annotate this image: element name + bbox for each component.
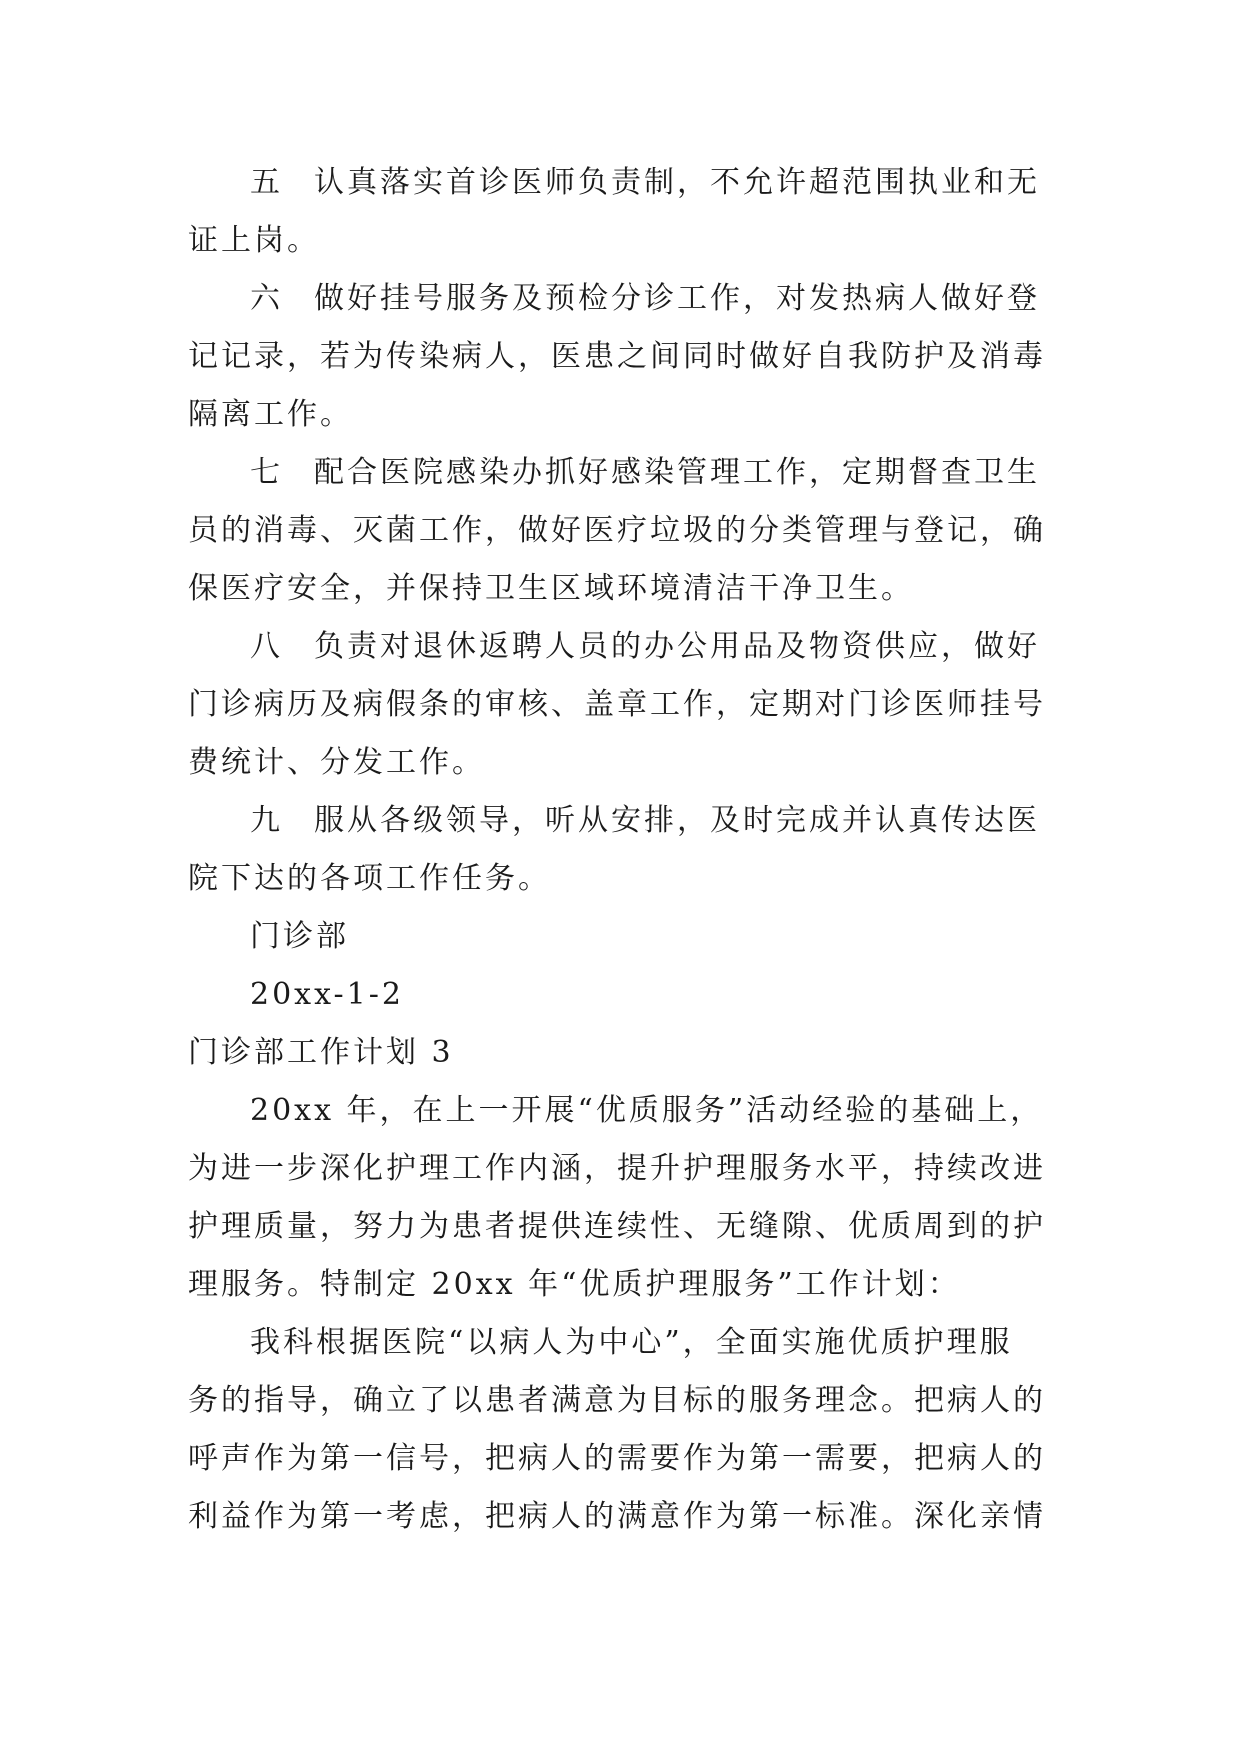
text-line <box>188 676 1058 734</box>
text-line <box>188 1256 1058 1314</box>
line-text: 记记录，若为传染病人，医患之间同时做好自我防护及消毒 <box>188 339 1046 374</box>
line-text: 呼声作为第一信号，把病人的需要作为第一需要，把病人的 <box>188 1441 1046 1476</box>
line-text: 员的消毒、灭菌工作，做好医疗垃圾的分类管理与登记，确 <box>188 513 1046 548</box>
line-text: 配合医院感染办抓好感染管理工作，定期督查卫生 <box>314 455 1040 490</box>
item-number: 六 <box>250 281 283 316</box>
text-line <box>188 1314 1058 1372</box>
text-line <box>188 966 1058 1024</box>
text-line <box>188 1430 1058 1488</box>
text-line <box>188 1024 1058 1082</box>
text-line <box>188 1372 1058 1430</box>
item-number: 九 <box>250 803 283 838</box>
line-text: 做好挂号服务及预检分诊工作，对发热病人做好登 <box>314 281 1040 316</box>
text-line <box>188 1198 1058 1256</box>
text-line <box>188 212 1058 270</box>
line-text: 利益作为第一考虑，把病人的满意作为第一标准。深化亲情 <box>188 1499 1046 1534</box>
text-line <box>188 270 1058 328</box>
text-line <box>188 1082 1058 1140</box>
item-number: 八 <box>250 629 283 664</box>
line-text: 保医疗安全，并保持卫生区域环境清洁干净卫生。 <box>188 571 914 606</box>
text-line <box>188 734 1058 792</box>
line-text: 护理质量，努力为患者提供连续性、无缝隙、优质周到的护 <box>188 1209 1046 1244</box>
line-text: 负责对退休返聘人员的办公用品及物资供应，做好 <box>314 629 1040 664</box>
line-text: 理服务。特制定 20xx 年“优质护理服务”工作计划： <box>188 1267 961 1302</box>
line-text: 务的指导，确立了以患者满意为目标的服务理念。把病人的 <box>188 1383 1046 1418</box>
item-number: 五 <box>250 165 283 200</box>
item-number: 七 <box>250 455 283 490</box>
text-line <box>188 328 1058 386</box>
line-text: 门诊病历及病假条的审核、盖章工作，定期对门诊医师挂号 <box>188 687 1046 722</box>
line-text: 隔离工作。 <box>188 397 353 432</box>
text-line <box>188 154 1058 212</box>
document-body <box>188 154 1058 1546</box>
text-line <box>188 386 1058 444</box>
line-text: 为进一步深化护理工作内涵，提升护理服务水平，持续改进 <box>188 1151 1046 1186</box>
line-text: 费统计、分发工作。 <box>188 745 485 780</box>
line-text: 院下达的各项工作任务。 <box>188 861 551 896</box>
line-text: 证上岗。 <box>188 223 320 258</box>
text-line <box>188 444 1058 502</box>
line-text: 门诊部工作计划 3 <box>188 1035 454 1070</box>
text-line <box>188 1488 1058 1546</box>
line-text: 门诊部 <box>250 919 349 954</box>
text-line <box>188 618 1058 676</box>
line-text: 服从各级领导，听从安排，及时完成并认真传达医 <box>314 803 1040 838</box>
line-text: 20xx-1-2 <box>250 977 404 1012</box>
line-text: 认真落实首诊医师负责制，不允许超范围执业和无 <box>314 165 1040 200</box>
text-line <box>188 850 1058 908</box>
text-line <box>188 908 1058 966</box>
text-line <box>188 792 1058 850</box>
line-text: 我科根据医院“以病人为中心”，全面实施优质护理服 <box>250 1325 1013 1360</box>
line-text: 20xx 年，在上一开展“优质服务”活动经验的基础上， <box>250 1093 1044 1128</box>
text-line <box>188 1140 1058 1198</box>
text-line <box>188 560 1058 618</box>
text-line <box>188 502 1058 560</box>
